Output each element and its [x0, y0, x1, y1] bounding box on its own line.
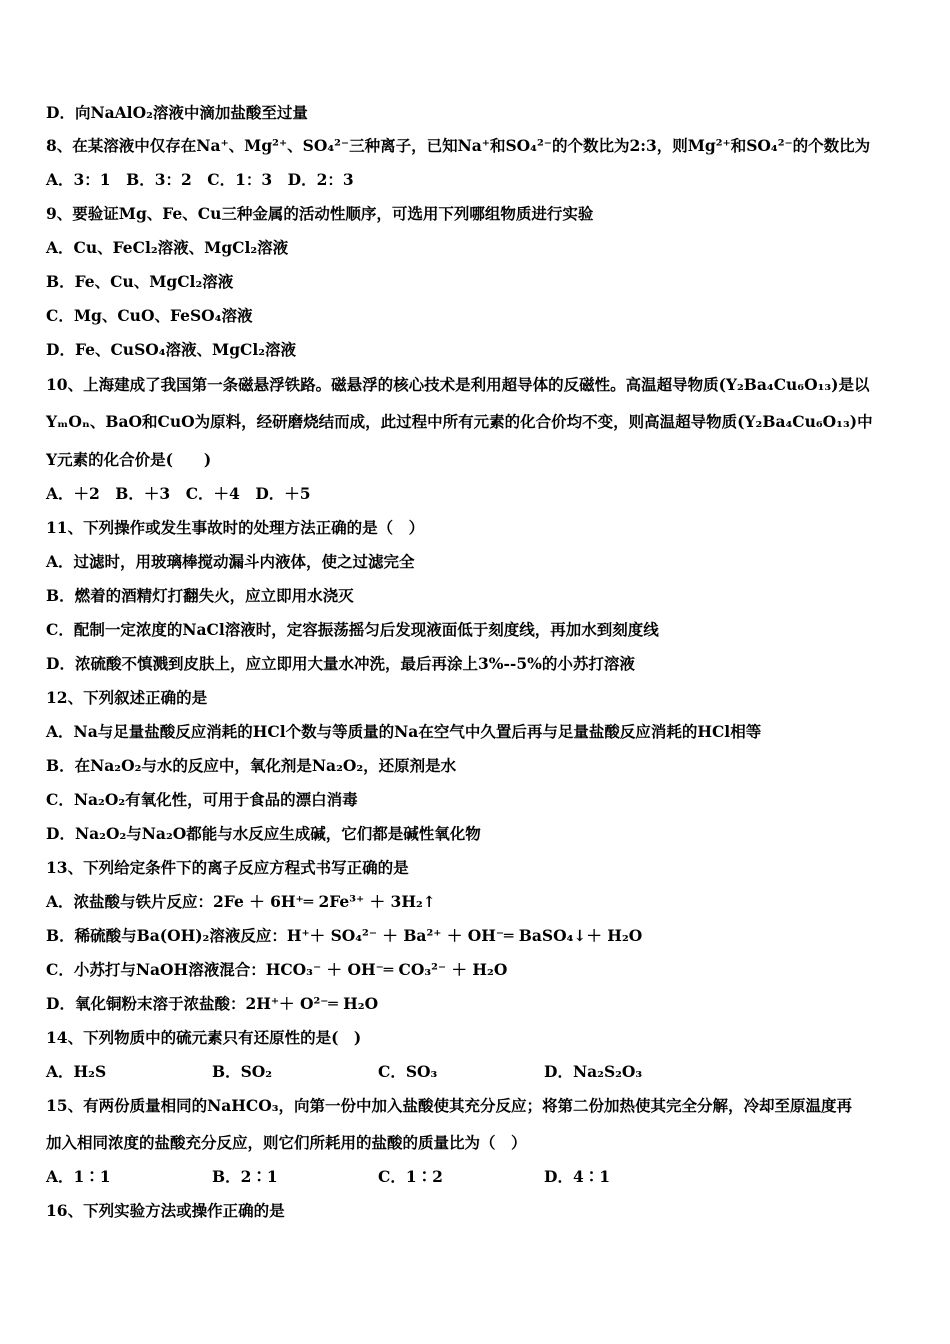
q9-option-d: D．Fe、CuSO₄溶液、MgCl₂溶液	[46, 340, 297, 359]
q13-option-d: D．氧化铜粉末溶于浓盐酸：2H⁺＋ O²⁻═ H₂O	[46, 994, 379, 1013]
q12-option-b: B．在Na₂O₂与水的反应中，氧化剂是Na₂O₂，还原剂是水	[46, 756, 457, 775]
q8-stem: 8、在某溶液中仅存在Na⁺、Mg²⁺、SO₄²⁻三种离子，已知Na⁺和SO₄²⁻的个数比为2:3，则Mg²⁺和SO₄²⁻的个数比为	[46, 136, 871, 155]
q15-stem-line1: 15、有两份质量相同的NaHCO₃，向第一份中加入盐酸使其充分反应；将第二份加热使其完全分解，冷却至原温度再	[46, 1096, 853, 1115]
q8-options: A．3：1 B．3：2 C．1：3 D．2：3	[46, 170, 354, 189]
q14-option-d: D．Na₂S₂O₃	[544, 1062, 643, 1081]
q9-stem: 9、要验证Mg、Fe、Cu三种金属的活动性顺序，可选用下列哪组物质进行实验	[46, 204, 594, 223]
q9-option-c: C．Mg、CuO、FeSO₄溶液	[46, 306, 253, 325]
q12-stem: 12、下列叙述正确的是	[46, 688, 208, 707]
q15-option-a: A．1∶1	[46, 1167, 111, 1186]
q15-options	[46, 1167, 710, 1187]
q15-option-d: D．4∶1	[544, 1167, 611, 1186]
q12-option-d: D．Na₂O₂与Na₂O都能与水反应生成碱，它们都是碱性氧化物	[46, 824, 481, 843]
q16-stem: 16、下列实验方法或操作正确的是	[46, 1201, 285, 1220]
q9-option-a: A．Cu、FeCl₂溶液、MgCl₂溶液	[46, 238, 289, 257]
q7-option-d: D．向NaAlO₂溶液中滴加盐酸至过量	[46, 103, 308, 122]
q14-option-a: A．H₂S	[46, 1062, 107, 1081]
q12-option-c: C．Na₂O₂有氧化性，可用于食品的漂白消毒	[46, 790, 358, 809]
q14-option-b: B．SO₂	[212, 1062, 273, 1081]
q11-option-c: C．配制一定浓度的NaCl溶液时，定容振荡摇匀后发现液面低于刻度线，再加水到刻度线	[46, 620, 659, 639]
q14-stem: 14、下列物质中的硫元素只有还原性的是( )	[46, 1028, 362, 1047]
q10-stem-line3: Y元素的化合价是( )	[46, 450, 212, 469]
q13-option-a: A．浓盐酸与铁片反应：2Fe ＋ 6H⁺═ 2Fe³⁺ ＋ 3H₂↑	[46, 892, 436, 911]
q10-options: A．＋2 B．＋3 C．＋4 D．＋5	[46, 484, 311, 503]
q15-option-b: B．2∶1	[212, 1167, 278, 1186]
q14-options	[46, 1062, 710, 1082]
q13-option-c: C．小苏打与NaOH溶液混合：HCO₃⁻ ＋ OH⁻═ CO₃²⁻ ＋ H₂O	[46, 960, 508, 979]
q11-option-a: A．过滤时，用玻璃棒搅动漏斗内液体，使之过滤完全	[46, 552, 415, 571]
q11-option-d: D．浓硫酸不慎溅到皮肤上，应立即用大量水冲洗，最后再涂上3%--5%的小苏打溶液	[46, 654, 635, 673]
q9-option-b: B．Fe、Cu、MgCl₂溶液	[46, 272, 234, 291]
q11-option-b: B．燃着的酒精灯打翻失火，应立即用水浇灭	[46, 586, 354, 605]
q10-stem-line1: 10、上海建成了我国第一条磁悬浮铁路。磁悬浮的核心技术是利用超导体的反磁性。高温超导物质(Y₂Ba₄Cu₆O₁₃)是以	[46, 375, 870, 394]
q12-option-a: A．Na与足量盐酸反应消耗的HCl个数与等质量的Na在空气中久置后再与足量盐酸反应消耗的HCl相等	[46, 722, 762, 741]
q14-option-c: C．SO₃	[378, 1062, 438, 1081]
q15-option-c: C．1∶2	[378, 1167, 443, 1186]
q10-stem-line2: YₘOₙ、BaO和CuO为原料，经研磨烧结而成，此过程中所有元素的化合价均不变，则高温超导物质(Y₂Ba₄Cu₆O₁₃)中	[46, 412, 873, 431]
q15-stem-line2: 加入相同浓度的盐酸充分反应，则它们所耗用的盐酸的质量比为（ ）	[46, 1133, 527, 1152]
q11-stem: 11、下列操作或发生事故时的处理方法正确的是（ ）	[46, 518, 425, 537]
q13-stem: 13、下列给定条件下的离子反应方程式书写正确的是	[46, 858, 409, 877]
q13-option-b: B．稀硫酸与Ba(OH)₂溶液反应：H⁺＋ SO₄²⁻ ＋ Ba²⁺ ＋ OH⁻═ BaSO₄↓＋ H₂O	[46, 926, 643, 945]
